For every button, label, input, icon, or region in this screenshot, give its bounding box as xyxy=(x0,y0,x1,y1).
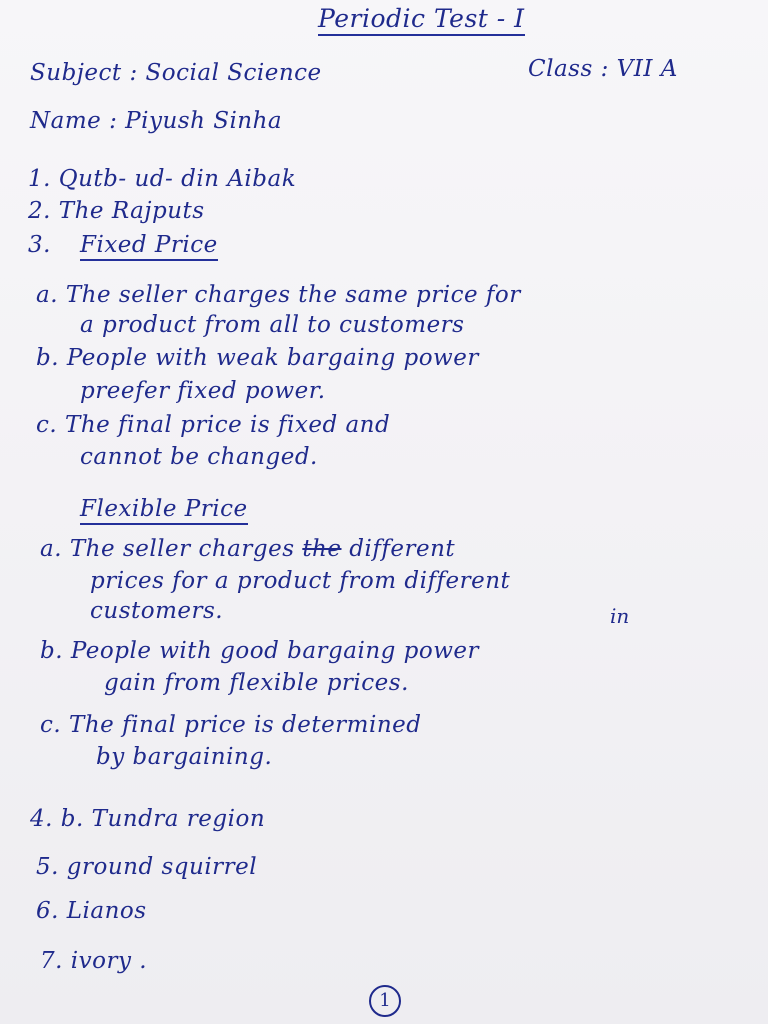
fixed-price-a-line2: a product from all to customers xyxy=(80,312,465,338)
class-line: Class : VII A xyxy=(528,56,678,82)
inserted-word: in xyxy=(610,604,630,628)
page-number: 1 xyxy=(369,985,401,1017)
flexible-price-a-line3: customers. xyxy=(90,598,224,624)
flexible-price-a-text: a. The seller charges xyxy=(40,536,295,562)
flexible-price-c-line1: c. The final price is determined xyxy=(40,712,422,738)
subject-line: Subject : Social Science xyxy=(30,60,322,86)
fixed-price-c-line2: cannot be changed. xyxy=(80,444,318,470)
answer-2: 2. The Rajputs xyxy=(28,198,205,224)
fixed-price-b-line2: preefer fixed power. xyxy=(80,378,326,404)
flexible-price-a-text-end: different xyxy=(349,536,456,562)
flexible-price-c-line2: by bargaining. xyxy=(96,744,273,770)
answer-4: 4. b. Tundra region xyxy=(30,806,266,832)
flexible-price-heading: Flexible Price xyxy=(80,496,248,525)
struck-word: the xyxy=(302,536,342,562)
name-line: Name : Piyush Sinha xyxy=(30,108,283,134)
fixed-price-c-line1: c. The final price is fixed and xyxy=(36,412,391,438)
fixed-price-heading: Fixed Price xyxy=(80,232,218,261)
flexible-price-b-line2: gain from flexible prices. xyxy=(104,670,409,696)
answer-3-label: 3. xyxy=(28,232,51,258)
page-title: Periodic Test - I xyxy=(318,4,525,36)
flexible-price-a-line1 xyxy=(40,536,455,562)
flexible-price-a-line2: prices for a product from different xyxy=(90,568,511,594)
answer-5: 5. ground squirrel xyxy=(36,854,258,880)
answer-6: 6. Lianos xyxy=(36,898,147,924)
flexible-price-b-line1: b. People with good bargaing power xyxy=(40,638,480,664)
answer-7: 7. ivory . xyxy=(40,948,148,974)
fixed-price-b-line1: b. People with weak bargaing power xyxy=(36,345,479,371)
answer-1: 1. Qutb- ud- din Aibak xyxy=(28,166,297,192)
fixed-price-a-line1: a. The seller charges the same price for xyxy=(36,282,521,308)
